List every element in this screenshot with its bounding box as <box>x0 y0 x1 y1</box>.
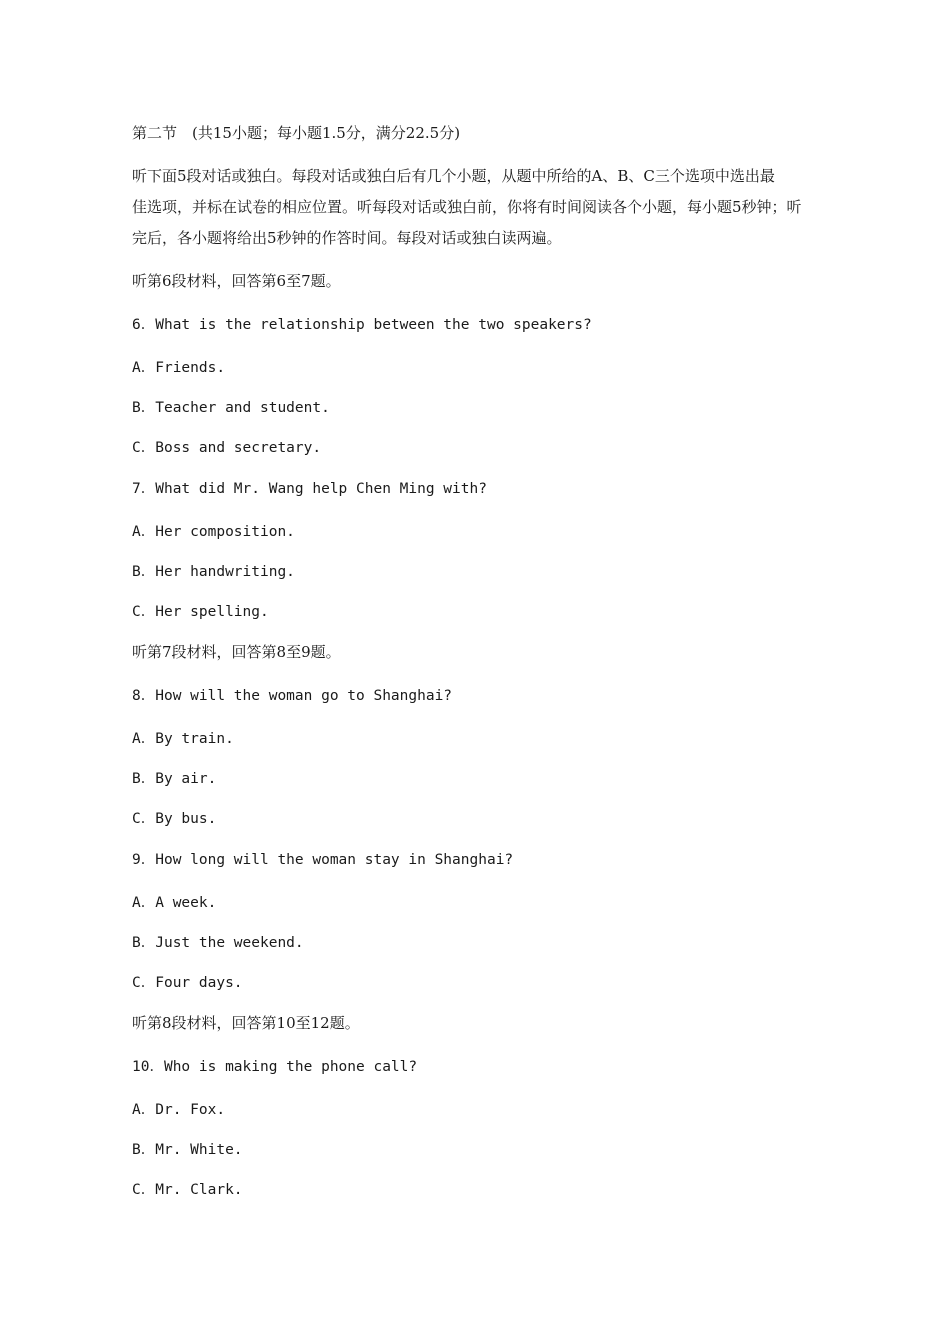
question-option: B．Just the weekend. <box>132 935 304 951</box>
question-stem: 10．Who is making the phone call? <box>132 1059 418 1075</box>
question-stem: 8．How will the woman go to Shanghai? <box>132 688 453 704</box>
question-option: A．Friends. <box>132 360 226 376</box>
instructions-line-1: 听下面5段对话或独白。每段对话或独白后有几个小题，从题中所给的A、B、C三个选项中选出最 <box>132 167 775 185</box>
question-option: C．Four days. <box>132 975 243 991</box>
question-option: C．Her spelling. <box>132 604 269 620</box>
question-option: B．Teacher and student. <box>132 400 330 416</box>
question-stem: 6．What is the relationship between the two speakers? <box>132 317 592 333</box>
group-heading: 听第6段材料，回答第6至7题。 <box>132 272 341 290</box>
group-heading: 听第7段材料，回答第8至9题。 <box>132 643 341 661</box>
question-option: B．Mr. White. <box>132 1142 243 1158</box>
group-heading: 听第8段材料，回答第10至12题。 <box>132 1014 360 1032</box>
section-instructions <box>132 161 850 254</box>
question-option: B．Her handwriting. <box>132 564 295 580</box>
question-stem: 9．How long will the woman stay in Shanghai? <box>132 852 514 868</box>
question-option: A．Her composition. <box>132 524 295 540</box>
instructions-line-3: 完后，各小题将给出5秒钟的作答时间。每段对话或独白读两遍。 <box>132 229 562 247</box>
instructions-line-2: 佳选项，并标在试卷的相应位置。听每段对话或独白前，你将有时间阅读各个小题，每小题5秒钟；听 <box>132 198 802 216</box>
question-option: C．Boss and secretary. <box>132 440 322 456</box>
question-option: A．A week. <box>132 895 217 911</box>
question-option: C．By bus. <box>132 811 217 827</box>
question-option: A．Dr. Fox. <box>132 1102 226 1118</box>
question-option: C．Mr. Clark. <box>132 1182 243 1198</box>
question-stem: 7．What did Mr. Wang help Chen Ming with? <box>132 481 487 497</box>
question-option: A．By train. <box>132 731 234 747</box>
section-title: 第二节 (共15小题；每小题1.5分，满分22.5分) <box>132 124 461 142</box>
question-option: B．By air. <box>132 771 217 787</box>
